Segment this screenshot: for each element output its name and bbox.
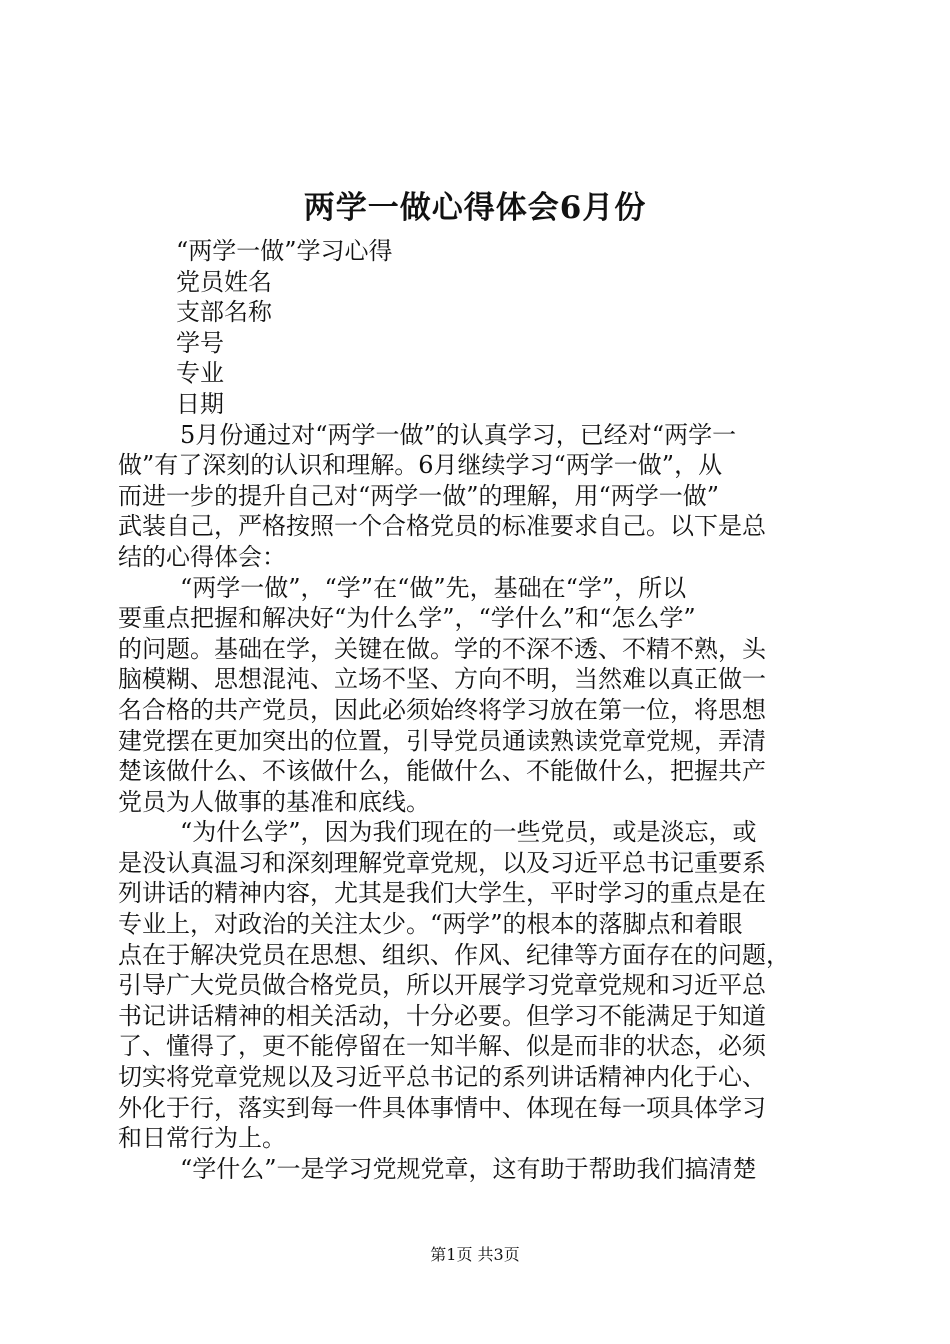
- header-line-branch-name: 支部名称: [176, 298, 272, 327]
- paragraph-line: 列讲话的精神内容，尤其是我们大学生，平时学习的重点是在: [118, 879, 766, 908]
- paragraph-line: 建党摆在更加突出的位置，引导党员通读熟读党章党规，弄清: [118, 726, 766, 755]
- paragraph-line: 而进一步的提升自己对“两学一做”的理解，用“两学一做”: [118, 481, 720, 510]
- paragraph-line: 党员为人做事的基准和底线。: [118, 787, 430, 816]
- paragraph-2: [118, 573, 838, 818]
- paragraph-line: 楚该做什么、不该做什么，能做什么、不能做什么，把握共产: [118, 757, 766, 786]
- header-line-study-notes: “两学一做”学习心得: [176, 237, 393, 265]
- paragraph-line: 要重点把握和解决好“为什么学”，“学什么”和“怎么学”: [118, 604, 696, 633]
- paragraph-line: 外化于行，落实到每一件具体事情中、体现在每一项具体学习: [118, 1093, 766, 1122]
- paragraph-line: 书记讲话精神的相关活动，十分必要。但学习不能满足于知道: [118, 1001, 766, 1030]
- paragraph-line: 结的心得体会：: [118, 542, 286, 571]
- paragraph-3: [118, 817, 838, 1154]
- paragraph-line: “两学一做”，“学”在“做”先，基础在“学”，所以: [180, 573, 687, 602]
- header-line-student-id: 学号: [176, 328, 224, 357]
- header-line-major: 专业: [176, 359, 224, 388]
- paragraph-line: “为什么学”，因为我们现在的一些党员，或是淡忘，或: [180, 818, 757, 847]
- paragraph-line: 和日常行为上。: [118, 1124, 286, 1153]
- document-body: [118, 236, 838, 1184]
- header-line-date: 日期: [176, 389, 224, 418]
- paragraph-line: 点在于解决党员在思想、组织、作风、纪律等方面存在的问题，: [118, 940, 790, 969]
- page-footer: 第1页 共3页: [430, 1245, 520, 1264]
- paragraph-line: “学什么”一是学习党规党章，这有助于帮助我们搞清楚: [180, 1154, 757, 1183]
- paragraph-line: 专业上，对政治的关注太少。“两学”的根本的落脚点和着眼: [118, 910, 743, 939]
- paragraph-line: 是没认真温习和深刻理解党章党规，以及习近平总书记重要系: [118, 848, 766, 877]
- paragraph-line: 脑模糊、思想混沌、立场不坚、方向不明，当然难以真正做一: [118, 665, 766, 694]
- paragraph-line: 5月份通过对“两学一做”的认真学习，已经对“两学一: [180, 420, 737, 449]
- paragraph-line: 引导广大党员做合格党员，所以开展学习党章党规和习近平总: [118, 971, 766, 1000]
- paragraph-line: 的问题。基础在学，关键在做。学的不深不透、不精不熟，头: [118, 634, 766, 663]
- paragraph-line: 了、懂得了，更不能停留在一知半解、似是而非的状态，必须: [118, 1032, 766, 1061]
- document-title: 两学一做心得体会6月份: [303, 190, 647, 226]
- paragraph-line: 切实将党章党规以及习近平总书记的系列讲话精神内化于心、: [118, 1063, 766, 1092]
- paragraph-line: 名合格的共产党员，因此必须始终将学习放在第一位，将思想: [118, 695, 766, 724]
- paragraph-line: 武装自己，严格按照一个合格党员的标准要求自己。以下是总: [118, 512, 766, 541]
- paragraph-4: [118, 1154, 838, 1185]
- paragraph-1: [118, 420, 838, 573]
- paragraph-line: 做”有了深刻的认识和理解。6月继续学习“两学一做”，从: [118, 451, 723, 480]
- header-line-member-name: 党员姓名: [176, 267, 272, 296]
